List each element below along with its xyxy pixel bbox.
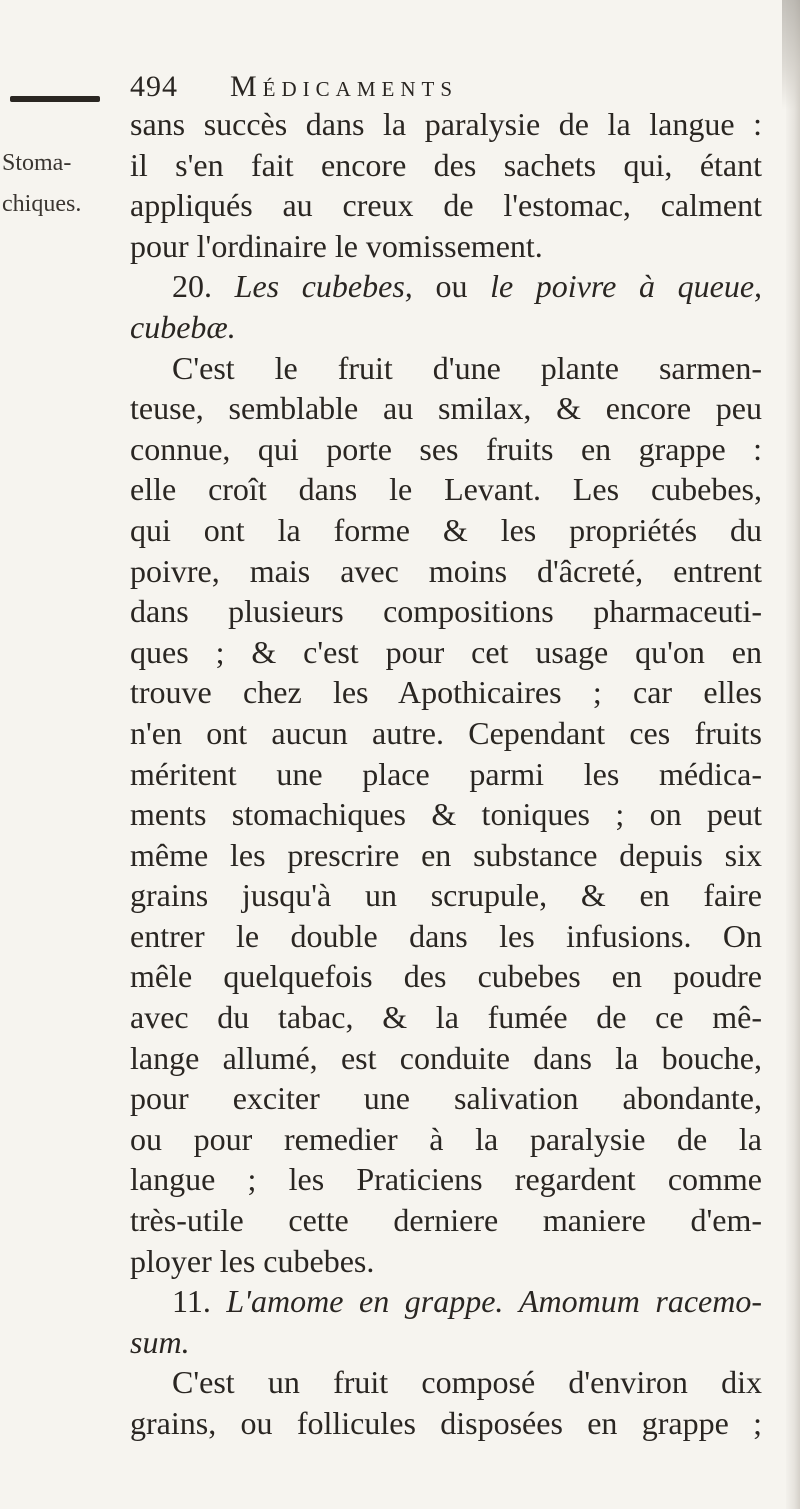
text-line: appliqués au creux de l'estomac, calment <box>130 187 762 224</box>
text-line: langue ; les Praticiens regardent comme <box>130 1161 762 1198</box>
text-line: lange allumé, est conduite dans la bouche, <box>130 1039 762 1076</box>
text-line: il s'en fait encore des sachets qui, étant <box>130 146 762 183</box>
text-line: ou pour remedier à la paralysie de la <box>130 1120 762 1157</box>
text-line: méritent une place parmi les médica- <box>130 755 762 792</box>
text-line: entrer le double dans les infusions. On <box>130 917 762 954</box>
text-line: mêle quelquefois des cubebes en poudre <box>130 958 762 995</box>
text-line: poivre, mais avec moins d'âcreté, entrent <box>130 552 762 589</box>
page-number: 494 <box>130 70 178 103</box>
text-line: avec du tabac, & la fumée de ce mê- <box>130 999 762 1036</box>
section-20-heading <box>130 266 762 307</box>
section-bar-ornament <box>10 96 100 102</box>
running-head: Médicaments <box>230 70 459 103</box>
section-20-latin: cubebæ. <box>130 308 236 345</box>
body-text <box>130 104 762 1444</box>
text-line: elle croît dans le Levant. Les cubebes, <box>130 471 762 508</box>
section-11-number: 11. <box>172 1283 211 1320</box>
text-line: teuse, semblable au smilax, & encore peu <box>130 390 762 427</box>
section-20-title-1: Les cubebes, <box>234 268 413 305</box>
text-line: n'en ont aucun autre. Cependant ces fruits <box>130 714 762 751</box>
text-line: même les prescrire en substance depuis six <box>130 836 762 873</box>
section-20-title-2: le poivre à queue, <box>490 268 763 305</box>
page-edge <box>786 0 800 1509</box>
text-line: connue, qui porte ses fruits en grappe : <box>130 430 762 467</box>
text-line: dans plusieurs compositions pharmaceuti- <box>130 593 762 630</box>
margin-note-line-2: chiques. <box>2 191 82 217</box>
section-11-heading <box>130 1281 762 1322</box>
section-11-title: L'amome en grappe. <box>226 1283 504 1320</box>
text-line: très-utile cette derniere maniere d'em- <box>130 1202 762 1239</box>
text-line: qui ont la forme & les propriétés du <box>130 511 762 548</box>
text-line: sans succès dans la paralysie de la langue : <box>130 106 762 142</box>
margin-note-line-1: Stoma- <box>2 150 72 176</box>
page-edge-shadow <box>782 0 800 110</box>
text-line: ments stomachiques & toniques ; on peut <box>130 796 762 833</box>
section-11-latin-1: Amomum racemo- <box>518 1283 763 1320</box>
text-line: trouve chez les Apothicaires ; car elles <box>130 674 762 711</box>
text-line: ques ; & c'est pour cet usage qu'on en <box>130 633 762 670</box>
text-line: grains, ou follicules disposées en grappe ; <box>130 1405 762 1441</box>
text-line: C'est un fruit composé d'environ dix <box>172 1364 762 1401</box>
section-20-or: ou <box>435 268 468 305</box>
text-line: ployer les cubebes. <box>130 1242 375 1279</box>
text-line: pour exciter une salivation abondante, <box>130 1080 762 1117</box>
text-line: grains jusqu'à un scrupule, & en faire <box>130 877 762 914</box>
text-line: pour l'ordinaire le vomissement. <box>130 227 543 264</box>
text-line: C'est le fruit d'une plante sarmen- <box>172 349 762 386</box>
section-11-latin-2: sum. <box>130 1323 190 1360</box>
section-20-number: 20. <box>172 268 212 305</box>
